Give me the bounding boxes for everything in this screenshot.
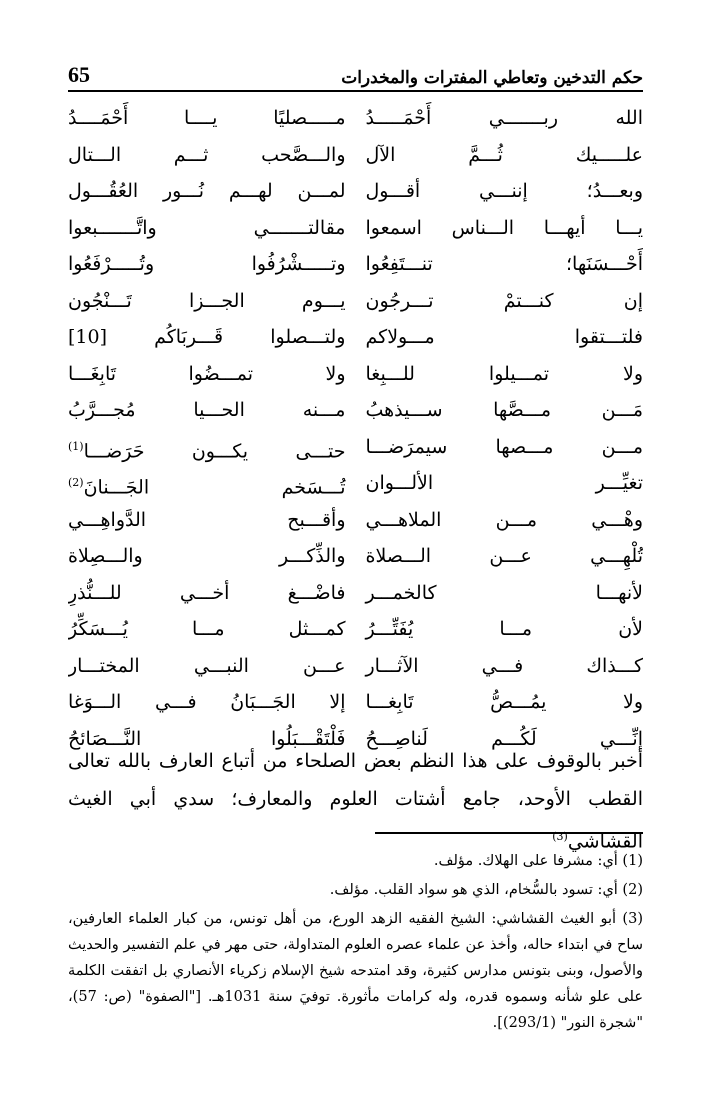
verse-second-hemistich: كمـــثل مـــا يُـــسَكِّرُ xyxy=(68,618,346,640)
verse-first-hemistich: يـــا أيهـــا الـــناس اسمعوا xyxy=(365,216,643,239)
prose-text: أخبر بالوقوف على هذا النظم بعض الصلحاء من أتباع العارف بالله تعالى القطب الأوحد، جامع أشتات العلوم والمعارف؛ سدي أبي الغيث القشاشي xyxy=(68,750,643,853)
verse-first-hemistich: ولا يمُـــصُّ تَابِغـــا xyxy=(365,691,643,713)
page-header xyxy=(68,56,643,92)
verse-first-hemistich: إنِّـــي لَكُـــم لَناصِـــحُ xyxy=(365,727,643,750)
verse-first-hemistich: كـــذاك فـــي الآثـــار xyxy=(365,654,643,677)
verse-second-hemistich: وتـــــشْرُفُوا وتُـــــرْفَعُوا xyxy=(68,253,346,275)
footnote: (2) أي: تسود بالسُّخام، الذي هو سواد القلب. مؤلف. xyxy=(329,882,643,898)
verse-second-hemistich: ولتـــصلوا قَـــربَاكُم [10] xyxy=(68,326,346,348)
verse-row xyxy=(68,465,643,502)
verse-second-hemistich: والذِّكـــر والـــصِلاة xyxy=(68,545,346,567)
verse-row xyxy=(68,356,643,393)
verse-row xyxy=(68,100,643,137)
verse-row xyxy=(68,173,643,210)
footnote-mark: (3) xyxy=(552,830,568,843)
verse-row xyxy=(68,502,643,539)
verse-second-hemistich: فَلْتَقْـــبَلُوا النَّـــصَائحُ xyxy=(68,727,346,750)
verse-row xyxy=(68,429,643,466)
verse-first-hemistich: ولا تمـــيلوا للـــبِغا xyxy=(365,362,643,385)
verse-first-hemistich: الله ربـــــــي أَحْمَـــــدُ xyxy=(365,107,643,129)
verse-second-hemistich: لمـــن لهـــم نُـــور العُقُـــول xyxy=(68,180,346,202)
verse-first-hemistich: لأنهـــا كالخمـــر xyxy=(365,581,643,604)
verse-second-hemistich: عـــن النبـــي المختـــار xyxy=(68,654,346,677)
verse-row xyxy=(68,283,643,320)
verse-second-hemistich: مـــــصليًا يــــا أَحْمَــــدُ xyxy=(68,107,346,129)
verse-row xyxy=(68,611,643,648)
verse-row xyxy=(68,319,643,356)
verse-second-hemistich: يـــوم الجـــزا تَـــنْجُون xyxy=(68,289,346,312)
footnote: (3) أبو الغيث القشاشي: الشيخ الفقيه الزهد الورع، من أهل تونس، من كبار العلماء العارفين، ساح في ابتداء حاله، وأخذ عن علماء عصره العلوم المتداولة، حتى مهر في علم التفسير والحديث والأصول، وبنى بتونس مدارس كثيرة، وقد امتدحه شيخ الإسلام زكرياء الأنصاري بل اتفقت الكلمة على علو شأنه وسموه قدره، وله كرامات مأثورة. توفيَ سنة 1031هـ. ["الصفوة" (ص: 57)، "شجرة النور" (293/1)]. xyxy=(68,911,644,1031)
page-number: 65 xyxy=(68,62,90,87)
verse-second-hemistich xyxy=(68,429,356,466)
verse-second-hemistich: مقالتـــــــي واتَّـــــــبعوا xyxy=(68,216,346,239)
footnote-separator xyxy=(375,832,643,834)
verse-first-hemistich: مَـــن مـــصَّها ســـيذهبُ xyxy=(365,399,643,421)
verse-second-hemistich: إلا الجَـــبَانُ فـــي الـــوَغا xyxy=(68,691,346,713)
verse-second-hemistich: وأقـــبح الدَّواهِـــي xyxy=(68,508,346,531)
verse-first-hemistich: تُلْهِـــي عـــن الـــصلاة xyxy=(365,545,643,567)
verse-second-hemistich xyxy=(68,465,356,502)
verse-row xyxy=(68,137,643,174)
verse-second-hemistich: مـــنه الحـــيا مُجـــرَّبُ xyxy=(68,399,346,421)
verse-text: حتـــى يكـــون حَرَضـــا xyxy=(83,439,346,462)
verse-row xyxy=(68,538,643,575)
verse-row xyxy=(68,684,643,721)
verse-first-hemistich: تغيِّـــر الألـــوان xyxy=(365,472,643,494)
verse-row xyxy=(68,392,643,429)
verse-second-hemistich: والـــصَّحب ثـــم الـــتال xyxy=(68,143,346,166)
footnote-mark: (2) xyxy=(68,476,84,489)
verse-first-hemistich: وبعـــدُ؛ إننـــي أقـــول xyxy=(365,180,643,202)
verse-second-hemistich: ولا تمـــضُوا تَابِغَـــا xyxy=(68,362,346,385)
verse-first-hemistich: فلتـــتقوا مـــولاكم xyxy=(365,326,643,348)
verse-first-hemistich: وهْـــي مـــن الملاهـــي xyxy=(365,508,643,531)
verse-second-hemistich: فاضْـــغ أخـــي للـــنُّذرِ xyxy=(68,581,346,604)
verse-first-hemistich: أَحْـــسَنَها؛ تنـــتَفِعُوا xyxy=(365,253,643,275)
verse-row xyxy=(68,210,643,247)
verse-row xyxy=(68,575,643,612)
verse-first-hemistich: لأن مـــا يُفَتِّـــرُ xyxy=(365,618,643,640)
verse-first-hemistich: علـــــيك ثُـــمَّ الآل xyxy=(365,143,643,166)
verse-row xyxy=(68,246,643,283)
footnote: (1) أي: مشرفا على الهلاك. مؤلف. xyxy=(433,853,643,869)
verse-first-hemistich: مـــن مـــصها سيمرَضـــا xyxy=(365,435,643,458)
prose-paragraph xyxy=(68,742,643,860)
footnotes xyxy=(68,848,643,1039)
verse-text: تُـــسَخم الجَـــنانَ xyxy=(83,476,346,499)
running-title: حكم التدخين وتعاطي المفترات والمخدرات xyxy=(341,68,643,88)
verse-row xyxy=(68,648,643,685)
footnote-mark: (1) xyxy=(68,439,84,453)
poem xyxy=(68,100,643,757)
verse-first-hemistich: إن كنـــتمْ تـــرجُون xyxy=(365,289,643,312)
